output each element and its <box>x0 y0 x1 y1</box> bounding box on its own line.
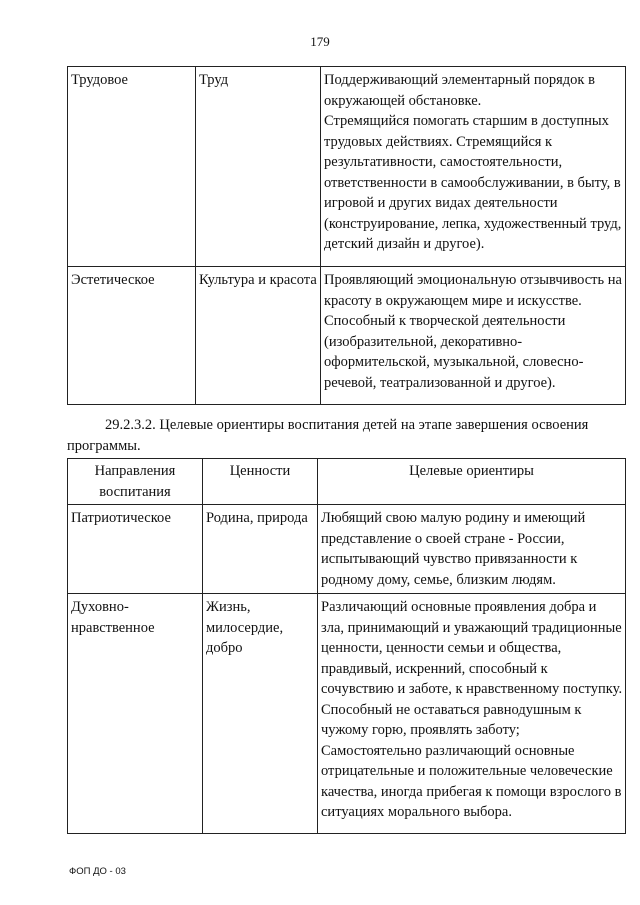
targets-cell <box>318 505 626 594</box>
targets-cell <box>318 594 626 834</box>
column-header-values: Ценности <box>203 459 318 505</box>
table-row <box>68 267 626 405</box>
table-row <box>68 505 626 594</box>
table-row <box>68 594 626 834</box>
column-header-targets: Целевые ориентиры <box>318 459 626 505</box>
table-row <box>68 67 626 267</box>
value-cell: Родина, природа <box>203 505 318 594</box>
target-text: Самостоятельно различающий основные отрицательные и положительные человеческие качества, иногда прибегая к помощи взрослого в ситуациях морального выбора. <box>321 742 622 820</box>
value-cell: Труд <box>196 67 321 267</box>
education-goals-table <box>67 458 626 834</box>
targets-cell <box>321 267 626 405</box>
target-text: Любящий свою малую родину и имеющий представление о своей стране - России, испытывающий чувство привязанности к родному дому, семье, близким людям. <box>321 510 586 588</box>
education-goals-table-continued <box>67 66 626 405</box>
direction-cell: Духовно-нравственное <box>68 594 203 834</box>
target-text: Способный к творческой деятельности (изобразительной, декоративно-оформительской, музыкальной, словесно-речевой, театрализованной и другое). <box>324 313 584 391</box>
targets-cell <box>321 67 626 267</box>
footer-code: ФОП ДО - 03 <box>69 866 126 877</box>
column-header-directions: Направления воспитания <box>68 459 203 505</box>
section-heading: 29.2.3.2. Целевые ориентиры воспитания детей на этапе завершения освоения программы. <box>67 417 589 454</box>
target-text: Способный не оставаться равнодушным к чужому горю, проявлять заботу; <box>321 701 582 738</box>
value-cell: Культура и красота <box>196 267 321 405</box>
direction-cell: Трудовое <box>68 67 196 267</box>
target-text: Проявляющий эмоциональную отзывчивость на красоту в окружающем мире и искусстве. <box>324 272 622 309</box>
target-text: Стремящийся помогать старшим в доступных трудовых действиях. Стремящийся к результативности, самостоятельности, ответственности в самообслуживании, в быту, в игровой и других видах деятельности (конструирование, лепка, художественный труд, детский дизайн и другое). <box>324 113 622 252</box>
target-text: Поддерживающий элементарный порядок в окружающей обстановке. <box>324 72 595 109</box>
table-header-row <box>68 459 626 505</box>
direction-cell: Патриотическое <box>68 505 203 594</box>
target-text: Различающий основные проявления добра и зла, принимающий и уважающий традиционные ценности, ценности семьи и общества, правдивый, искренний, способный к сочувствию и заботе, к нравственному поступку. <box>321 599 623 697</box>
page-number: 179 <box>310 34 330 49</box>
value-cell: Жизнь, милосердие, добро <box>203 594 318 834</box>
direction-cell: Эстетическое <box>68 267 196 405</box>
